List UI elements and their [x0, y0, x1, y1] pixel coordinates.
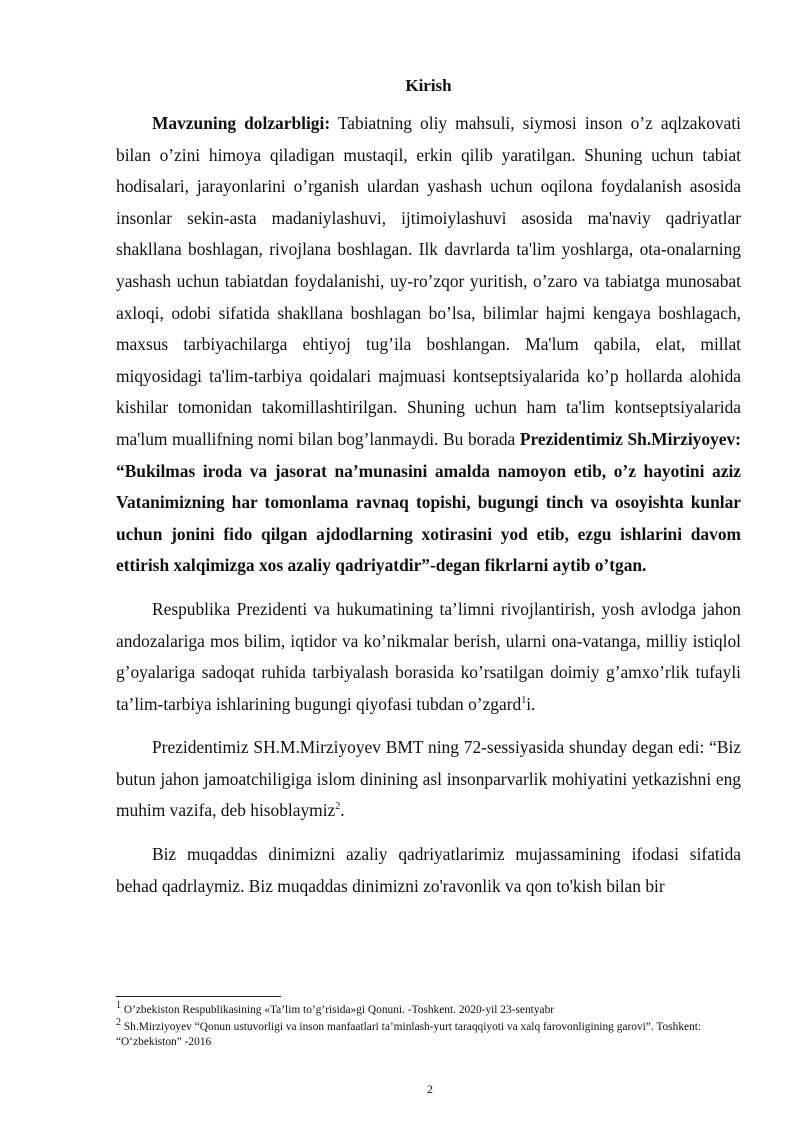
- document-body: [116, 70, 741, 914]
- section-heading: Kirish: [405, 76, 452, 95]
- paragraph-religion: [116, 839, 741, 902]
- footnote-2-number: 2: [116, 1017, 121, 1029]
- paragraph-relevance: [116, 108, 741, 582]
- footnote-2: [116, 1017, 726, 1050]
- paragraph-education-policy: [116, 594, 741, 720]
- footnotes: [116, 1000, 726, 1052]
- paragraph-un-session: [116, 732, 741, 827]
- footnote-1-number: 1: [116, 1000, 121, 1012]
- footnote-ref-1[interactable]: 1: [521, 694, 527, 706]
- president-quote: Prezidentimiz Sh.Mirziyoyev: “Bukilmas iroda va jasorat na’munasini amalda namoyon etib, o’z hayotini aziz Vatanimizning har tomonlama ravnaq topishi, bugungi tinch va osoyishta kunlar uchun jonini fido qilgan ajdodlarning xotirasini yod etib, ezgu ishlarini davom ettirish xalqimizga xos azaliy qadriyatdir”-degan fikrlarni aytib o’tgan.: [116, 428, 741, 576]
- education-policy-text: Respublika Prezidenti va hukumatining ta’limni rivojlantirish, yosh avlodga jahon andozalariga mos bilim, iqtidor va ko’nikmalar berish, ularni ona-vatanga, milliy istiqlol g’oyalariga sadoqat ruhida tarbiyalash borasida ko’rsatilgan doimiy g’amxo’rlik tufayli ta’lim-tarbiya ishlarining bugungi qiyofasi tubdan o’zgard: [116, 598, 741, 714]
- footnote-separator: [116, 996, 281, 997]
- footnote-1-text: O’zbekiston Respublikasining «Ta’lim to’g’risida»gi Qonuni. -Toshkent. 2020-yil 23-sentyabr: [121, 1004, 555, 1016]
- page-number: 2: [427, 1082, 433, 1096]
- education-policy-tail: i.: [526, 693, 536, 714]
- relevance-lead: Mavzuning dolzarbligi:: [152, 113, 331, 133]
- footnote-ref-2[interactable]: 2: [335, 801, 341, 813]
- footnote-1: [116, 1000, 726, 1018]
- religion-text: Biz muqaddas dinimizni azaliy qadriyatlarimiz mujassamining ifodasi sifatida behad qadrlaymiz. Biz muqaddas dinimizni zo'ravonlik va qon to'kish bilan bir: [116, 844, 741, 896]
- relevance-text: Tabiatning oliy mahsuli, siymosi inson o’z aqlzakovati bilan o’zini himoya qiladigan mustaqil, erkin qilib yaratilgan. Shuning uchun tabiat hodisalari, jarayonlarini o’rganish ulardan yashash uchun oqilona foydalanish asosida insonlar sekin-asta madaniylashuvi, ijtimoiylashuvi asosida ma'naviy qadriyatlar shakllana boshlagan, rivojlana boshlagan. Ilk davrlarda ta'lim yoshlarga, ota-onalarning yashash uchun tabiatdan foydalanishi, uy-ro’zqor yuritish, o’zaro va tabiatga munosabat axloqi, odobi sifatida shakllana boshlagan bo’lsa, bilimlar hajmi kengaya boshlagach, maxsus tarbiyachilarga ehtiyoj tug’ila boshlangan. Ma'lum qabila, elat, millat miqyosidagi ta'lim-tarbiya qoidalari majmuasi kontseptsiyalarida ko’p hollarda alohida kishilar tomonidan takomillashtirilgan. Shuning uchun ham ta'lim kontseptsiyalarida ma'lum muallifning nomi bilan bog’lanmaydi. Bu borada: [116, 113, 741, 449]
- un-session-tail: .: [340, 800, 345, 821]
- footnote-2-text: Sh.Mirziyoyev “Qonun ustuvorligi va inson manfaatlari ta’minlash-yurt taraqqiyoti va xalq farovonligining garovi”. Toshkent: “O‘zbekiston” -2016: [116, 1021, 702, 1048]
- un-session-text: Prezidentimiz SH.M.Mirziyoyev BMT ning 72-sessiyasida shunday degan edi: “Biz butun jahon jamoatchiligiga islom dinining asl insonparvarlik mohiyatini yetkazishni eng muhim vazifa, deb hisoblaymiz: [116, 737, 741, 821]
